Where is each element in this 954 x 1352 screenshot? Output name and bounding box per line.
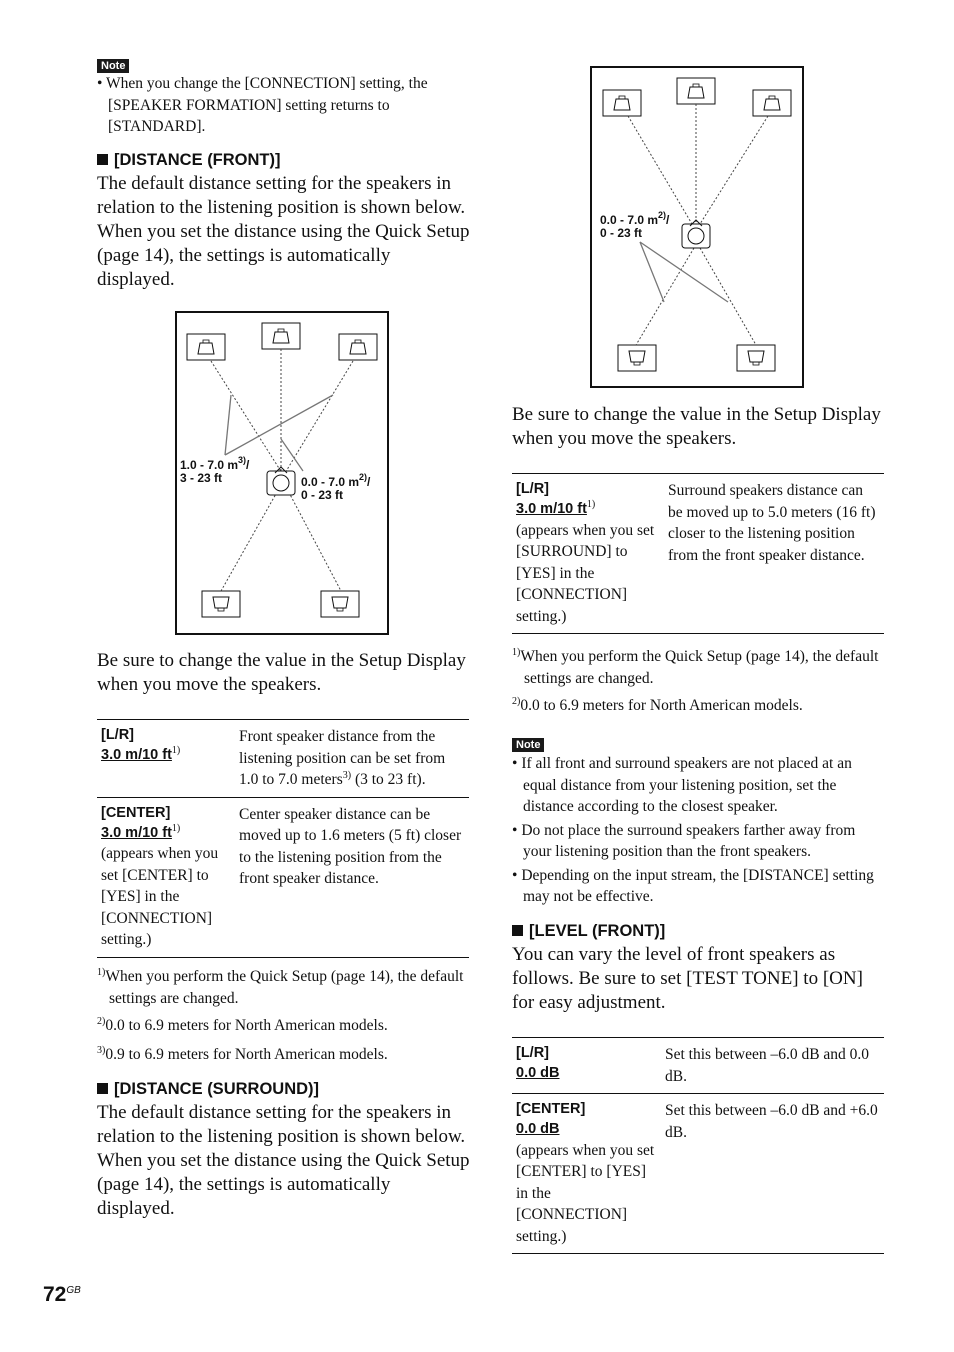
level-front-table xyxy=(512,1037,884,1254)
speaker-surround-left-icon xyxy=(618,345,656,371)
speaker-front-right-icon xyxy=(339,334,377,360)
list-item: • Do not place the surround speakers farther away from your listening position than the front speakers. xyxy=(512,820,884,863)
distance-front-table xyxy=(97,719,469,958)
surround-distance-label: 0.0 - 7.0 $m^{2)}/$ 0 - 23 ft xyxy=(600,210,670,240)
distance-surround-intro: The default distance setting for the speakers in relation to the listening position is shown below. When you set the distance using the Quick Setup (page 14), the settings is automatically displayed. xyxy=(97,1102,470,1219)
speaker-front-left-icon xyxy=(603,90,641,116)
center-distance-label: 0.0 - 7.0 $m^{2)}/$ 0 - 23 ft xyxy=(301,472,371,502)
front-lr-distance-label: 1.0 - 7.0 $m^{3)}/$ 3 - 23 ft xyxy=(180,455,250,485)
footnote: $^{1)}$When you perform the Quick Setup (page 14), the default settings are changed. xyxy=(512,647,879,687)
listener-icon xyxy=(267,467,295,495)
note-list xyxy=(512,753,884,908)
level-front-intro: You can vary the level of front speakers as follows. Be sure to set [TEST TONE] to [ON] for easy adjustment. xyxy=(512,944,863,1013)
section-heading-level-front: [LEVEL (FRONT)] xyxy=(512,921,665,941)
speaker-surround-right-icon xyxy=(321,591,359,617)
note-bullet: • When you change the [CONNECTION] setting, the [SPEAKER FORMATION] setting returns to [STANDARD]. xyxy=(97,73,480,138)
footnote: $^{2)}$0.0 to 6.9 meters for North American models. xyxy=(97,1016,388,1034)
speaker-surround-left-icon xyxy=(202,591,240,617)
footnote: $^{2)}$0.0 to 6.9 meters for North American models. xyxy=(512,696,803,714)
table-row: [L/R] 3.0 m/10 $ft^{1)}$ Front speaker distance from the listening position can be set from 1.0 to 7.0 meters$^{3)}$ (3 to 23 ft). xyxy=(97,720,469,798)
table-row: [L/R] 3.0 m/10 $ft^{1)}$ (appears when you set [SURROUND] to [YES] in the [CONNECTION] setting.) Surround speakers distance can be moved up to 5.0 meters (16 ft) closer to the listening position from the front speaker distance. xyxy=(512,474,884,634)
table-row: [CENTER] 3.0 m/10 $ft^{1)}$ (appears when you set [CENTER] to [YES] in the [CONNECTION] setting.) Center speaker distance can be moved up to 1.6 meters (5 ft) closer to the listening position from the front speaker distance. xyxy=(97,797,469,957)
table-row: [L/R] 0.0 dB Set this between –6.0 dB and 0.0 dB. xyxy=(512,1038,884,1094)
speaker-front-right-icon xyxy=(753,90,791,116)
square-bullet-icon xyxy=(97,1083,108,1094)
distance-front-after-text: Be sure to change the value in the Setup Display when you move the speakers. xyxy=(97,650,466,695)
square-bullet-icon xyxy=(512,925,523,936)
list-item: • If all front and surround speakers are not placed at an equal distance from your listening position, set the distance according to the closest speaker. xyxy=(512,753,884,818)
square-bullet-icon xyxy=(97,154,108,165)
section-heading-distance-front: [DISTANCE (FRONT)] xyxy=(97,150,281,170)
listener-icon xyxy=(682,220,710,248)
surround-after-text: Be sure to change the value in the Setup Display when you move the speakers. xyxy=(512,404,881,449)
distance-front-footnotes xyxy=(97,966,469,1065)
speaker-front-left-icon xyxy=(187,334,225,360)
list-item: • Depending on the input stream, the [DISTANCE] setting may not be effective. xyxy=(512,865,884,908)
footnote: $^{1)}$When you perform the Quick Setup (page 14), the default settings are changed. xyxy=(97,967,464,1007)
note-badge: Note xyxy=(97,56,129,74)
distance-surround-footnotes xyxy=(512,646,884,717)
surround-distance-diagram xyxy=(590,66,804,388)
distance-surround-table xyxy=(512,473,884,634)
distance-front-intro: The default distance setting for the speakers in relation to the listening position is shown below. When you set the distance using the Quick Setup (page 14), the settings is automatically displayed. xyxy=(97,173,470,290)
note-badge: Note xyxy=(512,735,544,753)
speaker-surround-right-icon xyxy=(737,345,775,371)
speaker-center-icon xyxy=(677,78,715,104)
page-number: $72^{GB}$ xyxy=(43,1283,81,1306)
footnote: $^{3)}$0.9 to 6.9 meters for North American models. xyxy=(97,1044,388,1063)
front-distance-diagram xyxy=(175,311,389,635)
section-heading-distance-surround: [DISTANCE (SURROUND)] xyxy=(97,1079,319,1099)
table-row: [CENTER] 0.0 dB (appears when you set [CENTER] to [YES] in the [CONNECTION] setting.) Set this between –6.0 dB and +6.0 dB. xyxy=(512,1094,884,1254)
speaker-center-icon xyxy=(262,323,300,349)
